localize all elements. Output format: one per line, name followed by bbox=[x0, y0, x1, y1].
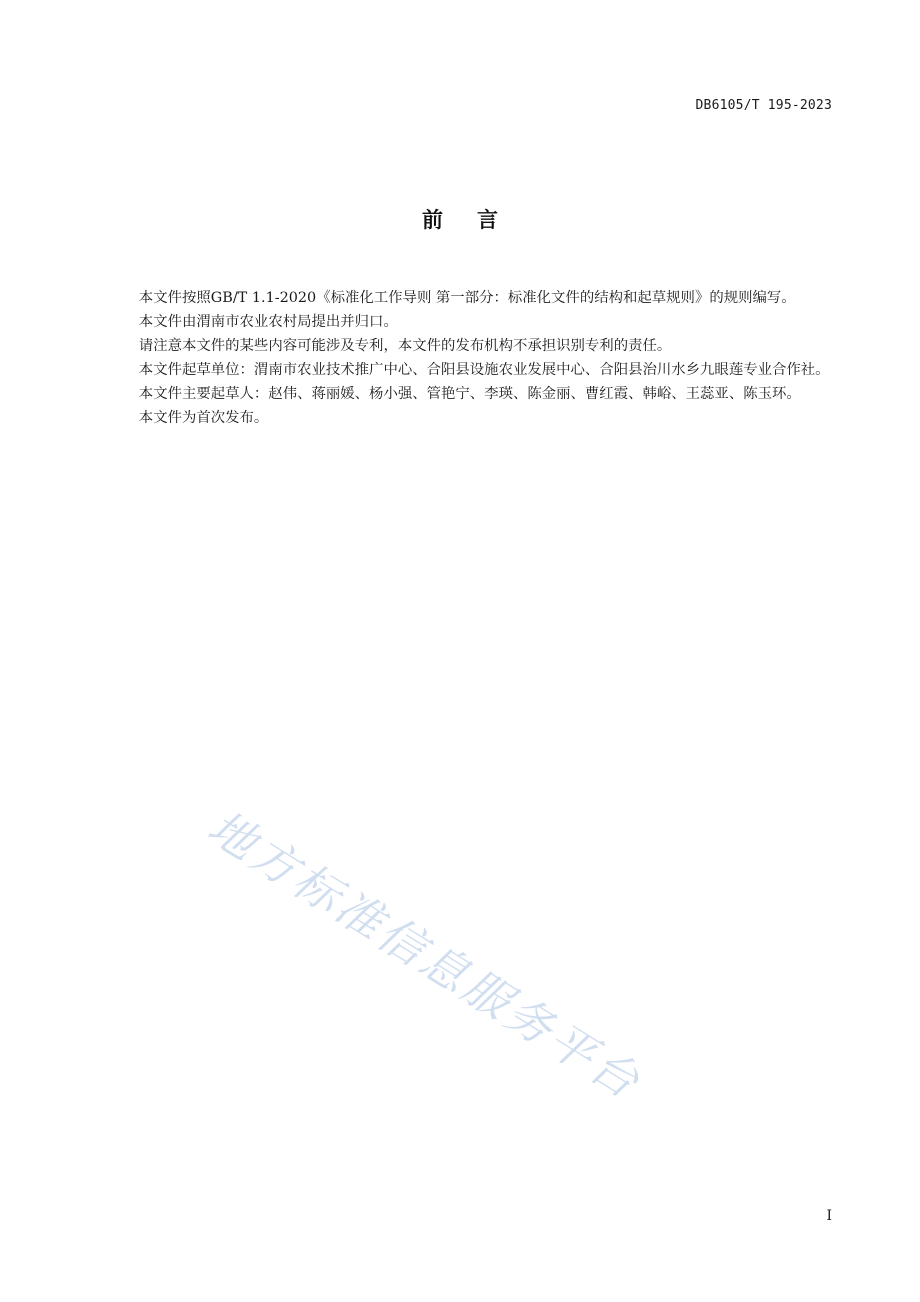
paragraph-drafting-units: 本文件起草单位：渭南市农业技术推广中心、合阳县设施农业发展中心、合阳县治川水乡九眼莲专业合作社。 bbox=[138, 362, 830, 378]
paragraph-drafting-rules: 本文件按照GB/T 1.1-2020《标准化工作导则 第一部分：标准化文件的结构和起草规则》的规则编写。 bbox=[138, 290, 796, 306]
title-char-2: 言 bbox=[477, 208, 498, 232]
foreword-body bbox=[110, 286, 832, 430]
title-char-1: 前 bbox=[422, 208, 443, 232]
document-code: DB6105/T 195-2023 bbox=[695, 98, 832, 113]
paragraph-drafters: 本文件主要起草人：赵伟、蒋丽媛、杨小强、管艳宁、李瑛、陈金丽、曹红霞、韩峪、王蕊亚、陈玉环。 bbox=[138, 386, 801, 402]
paragraph-first-release: 本文件为首次发布。 bbox=[138, 410, 269, 426]
watermark: 地方标准信息服务平台 bbox=[198, 799, 652, 1111]
page-number: I bbox=[826, 1208, 832, 1224]
paragraph-patent-notice: 请注意本文件的某些内容可能涉及专利，本文件的发布机构不承担识别专利的责任。 bbox=[138, 338, 672, 354]
paragraph-proposer: 本文件由渭南市农业农村局提出并归口。 bbox=[138, 314, 398, 330]
page-title bbox=[0, 204, 920, 234]
